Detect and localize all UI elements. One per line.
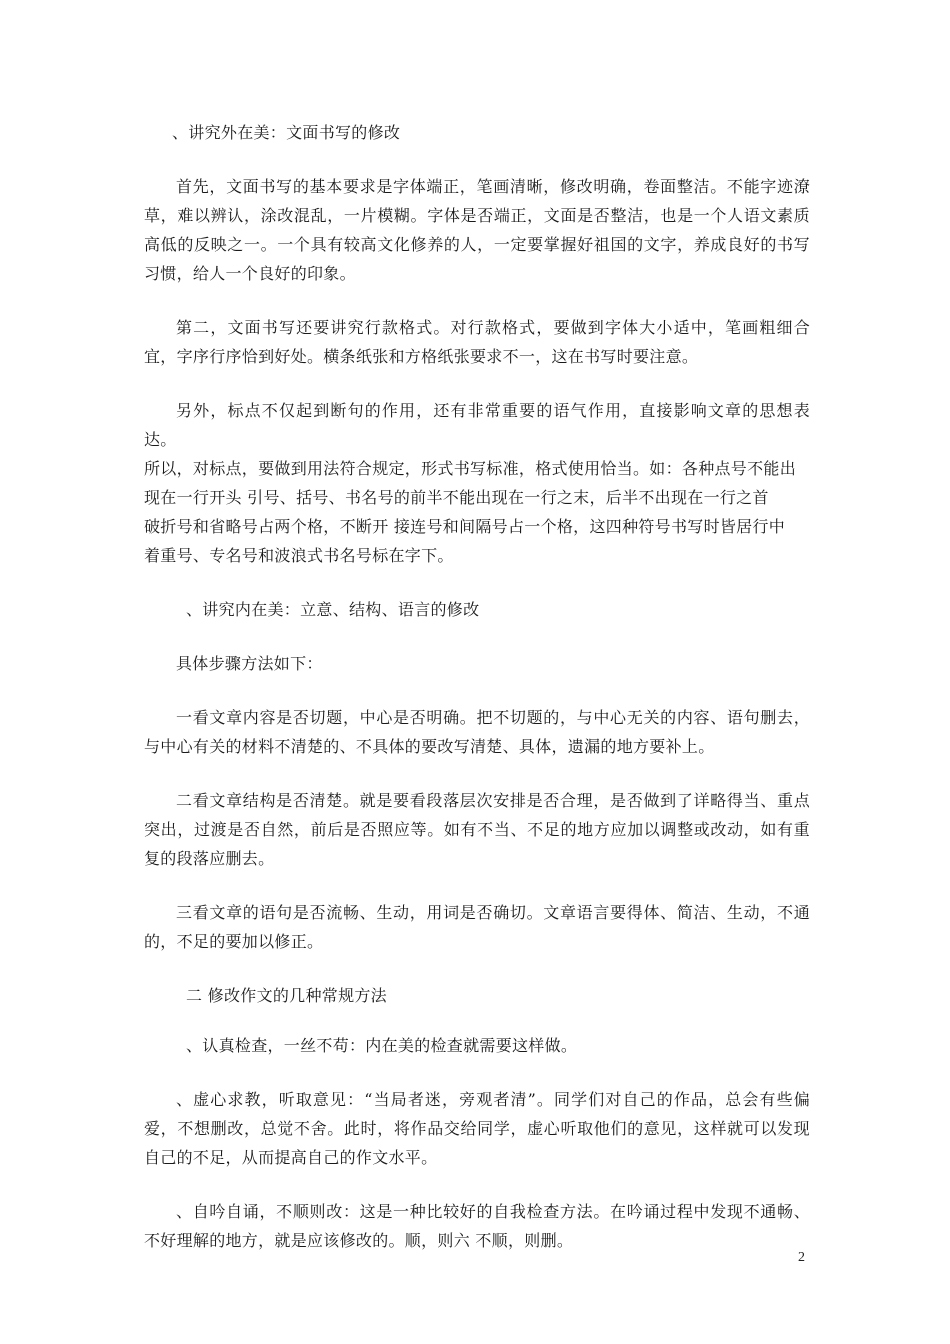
paragraph-punctuation bbox=[144, 396, 810, 570]
punctuation-line: 破折号和省略号占两个格，不断开 接连号和间隔号占一个格，这四种符号书写时皆居行中 bbox=[144, 517, 786, 536]
method-read-aloud: 、自吟自诵，不顺则改：这是一种比较好的自我检查方法。在吟诵过程中发现不通畅、不好理解的地方，就是应该修改的。顺，则六 不顺，则删。 bbox=[144, 1202, 810, 1250]
step-structure-check: 二看文章结构是否清楚。就是要看段落层次安排是否合理，是否做到了详略得当、重点突出，过渡是否自然，前后是否照应等。如有不当、不足的地方应加以调整或改动，如有重复的段落应删去。 bbox=[144, 791, 810, 868]
section-heading-inner-beauty: 、讲究内在美：立意、结构、语言的修改 bbox=[186, 600, 480, 619]
document-body bbox=[144, 118, 810, 1255]
punctuation-line: 着重号、专名号和波浪式书名号标在字下。 bbox=[144, 546, 454, 565]
step-language-check: 三看文章的语句是否流畅、生动，用词是否确切。文章语言要得体、简洁、生动，不通的，不足的要加以修正。 bbox=[144, 903, 810, 951]
steps-intro: 具体步骤方法如下： bbox=[176, 654, 323, 673]
step-content-check: 一看文章内容是否切题，中心是否明确。把不切题的，与中心无关的内容、语句删去，与中心有关的材料不清楚的、不具体的要改写清楚、具体，遗漏的地方要补上。 bbox=[144, 708, 810, 756]
paragraph-layout-format: 第二，文面书写还要讲究行款格式。对行款格式，要做到字体大小适中，笔画粗细合宜，字序行序恰到好处。横条纸张和方格纸张要求不一，这在书写时要注意。 bbox=[144, 318, 810, 366]
punctuation-line: 所以，对标点，要做到用法符合规定，形式书写标准，格式使用恰当。如：各种点号不能出 bbox=[144, 459, 797, 478]
paragraph-handwriting-basics: 首先，文面书写的基本要求是字体端正，笔画清晰，修改明确，卷面整洁。不能字迹潦草，难以辨认，涂改混乱，一片模糊。字体是否端正，文面是否整洁，也是一个人语文素质高低的反映之一。一个具有较高文化修养的人，一定要掌握好祖国的文字，养成良好的书写习惯，给人一个良好的印象。 bbox=[144, 177, 810, 283]
punctuation-line: 另外，标点不仅起到断句的作用，还有非常重要的语气作用，直接影响文章的思想表达。 bbox=[144, 401, 810, 449]
method-seek-advice: 、虚心求教，听取意见：“当局者迷，旁观者清”。同学们对自己的作品，总会有些偏爱，不想删改，总觉不舍。此时，将作品交给同学，虚心听取他们的意见，这样就可以发现自己的不足，从而提高自己的作文水平。 bbox=[144, 1090, 810, 1167]
method-careful-check: 、认真检查，一丝不苟：内在美的检查就需要这样做。 bbox=[186, 1036, 578, 1055]
section-heading-outer-beauty: 、讲究外在美：文面书写的修改 bbox=[172, 123, 401, 142]
part-heading-methods: 二 修改作文的几种常规方法 bbox=[186, 986, 387, 1005]
punctuation-line: 现在一行开头 引号、括号、书名号的前半不能出现在一行之末，后半不出现在一行之首 bbox=[144, 488, 769, 507]
page-number: 2 bbox=[798, 1250, 805, 1265]
